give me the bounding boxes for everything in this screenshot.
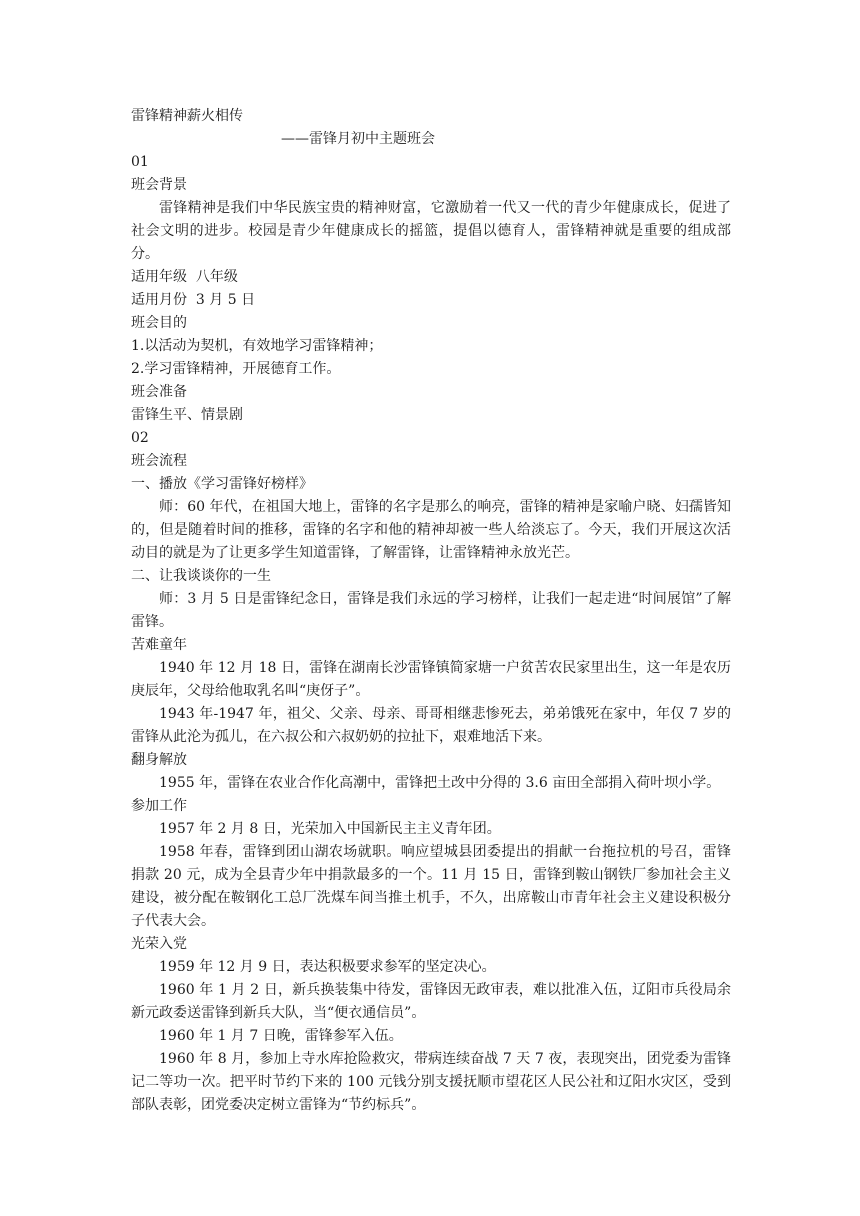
- info-line: 适用月份 3 月 5 日: [131, 292, 256, 308]
- paragraph: 1957 年 2 月 8 日，光荣加入中国新民主主义青年团。: [159, 821, 501, 837]
- subsection-heading: 苦难童年: [131, 637, 187, 653]
- document-body: [131, 105, 731, 1117]
- list-item: 1.以活动为契机，有效地学习雷锋精神；: [131, 338, 383, 354]
- paragraph: 1960 年 1 月 7 日晚，雷锋参军入伍。: [159, 1028, 403, 1044]
- paragraph: 师：60 年代，在祖国大地上，雷锋的名字是那么的响亮，雷锋的精神是家喻户晓、妇孺皆知的，但是随着时间的推移，雷锋的名字和他的精神却被一些人给淡忘了。今天，我们开展这次活动目的就是为了让更多学生知道雷锋，了解雷锋，让雷锋精神永放光芒。: [131, 499, 731, 561]
- document-title: 雷锋精神薪火相传: [131, 108, 243, 124]
- subsection-heading: 一、播放《学习雷锋好榜样》: [131, 476, 313, 492]
- paragraph: 1959 年 12 月 9 日，表达积极要求参军的坚定决心。: [159, 959, 496, 975]
- info-line: 雷锋生平、情景剧: [131, 407, 243, 423]
- list-item: 2.学习雷锋精神，开展德育工作。: [131, 361, 341, 377]
- paragraph: 1940 年 12 月 18 日，雷锋在湖南长沙雷锋镇简家塘一户贫苦农民家里出生，这一年是农历庚辰年，父母给他取乳名叫“庚伢子”。: [131, 660, 731, 699]
- subsection-heading: 光荣入党: [131, 936, 187, 952]
- subsection-heading: 翻身解放: [131, 752, 187, 768]
- paragraph: 1958 年春，雷锋到团山湖农场就职。响应望城县团委提出的捐献一台拖拉机的号召，雷锋捐款 20 元，成为全县青少年中捐款最多的一个。11 月 15 日，雷锋到鞍山钢铁厂参加社会主义建设，被分配在鞍钢化工总厂洗煤车间当推土机手，不久，出席鞍山市青年社会主义建设积极分子代表大会。: [131, 844, 731, 929]
- info-line: 适用年级 八年级: [131, 269, 238, 285]
- document-subtitle: ——雷锋月初中主题班会: [281, 131, 435, 147]
- paragraph: 1943 年-1947 年，祖父、父亲、母亲、哥哥相继悲惨死去，弟弟饿死在家中，年仅 7 岁的雷锋从此沦为孤儿，在六叔公和六叔奶奶的拉扯下，艰难地活下来。: [131, 706, 731, 745]
- paragraph: 雷锋精神是我们中华民族宝贵的精神财富，它激励着一代又一代的青少年健康成长，促进了社会文明的进步。校园是青少年健康成长的摇篮，提倡以德育人，雷锋精神就是重要的组成部分。: [131, 200, 731, 262]
- paragraph: 1960 年 8 月，参加上寺水库抢险救灾，带病连续奋战 7 天 7 夜，表现突出，团党委为雷锋 记二等功一次。把平时节约下来的 100 元钱分别支援抚顺市望花区人民公社和辽阳水灾区，受到部队表彰，团党委决定树立雷锋为“节约标兵”。: [131, 1051, 731, 1113]
- subsection-heading: 二、让我谈谈你的一生: [131, 568, 271, 584]
- subsection-heading: 参加工作: [131, 798, 187, 814]
- section-heading: 班会目的: [131, 315, 187, 331]
- paragraph: 师：3 月 5 日是雷锋纪念日，雷锋是我们永远的学习榜样，让我们一起走进“时间展馆”了解雷锋。: [131, 591, 731, 630]
- section-number: 01: [131, 154, 149, 170]
- paragraph: 1960 年 1 月 2 日，新兵换装集中待发，雷锋因无政审表，难以批准入伍，辽阳市兵役局余新元政委送雷锋到新兵大队，当“便衣通信员”。: [131, 982, 731, 1021]
- section-heading: 班会流程: [131, 453, 187, 469]
- section-number: 02: [131, 430, 149, 446]
- section-heading: 班会准备: [131, 384, 187, 400]
- section-heading: 班会背景: [131, 177, 187, 193]
- paragraph: 1955 年，雷锋在农业合作化高潮中，雷锋把土改中分得的 3.6 亩田全部捐入荷叶坝小学。: [159, 775, 721, 791]
